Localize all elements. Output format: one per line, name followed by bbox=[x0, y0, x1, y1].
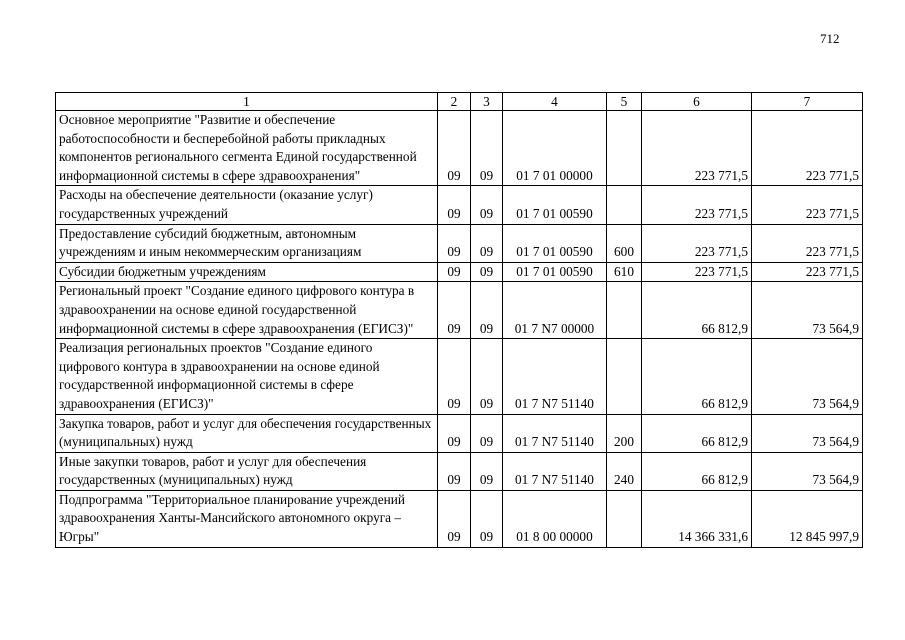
row-sum2: 73 564,9 bbox=[752, 452, 863, 490]
column-header: 2 bbox=[438, 93, 471, 111]
column-header: 7 bbox=[752, 93, 863, 111]
column-header: 5 bbox=[607, 93, 642, 111]
table-row bbox=[56, 111, 863, 186]
column-header: 4 bbox=[503, 93, 607, 111]
table-row bbox=[56, 452, 863, 490]
row-name: Основное мероприятие "Развитие и обеспечение работоспособности и бесперебойной работы прикладных компонентов регионального сегмента Единой государственной информационной системы в сфере здравоохранения" bbox=[56, 111, 438, 186]
row-sum1: 223 771,5 bbox=[642, 262, 752, 282]
row-rz: 09 bbox=[438, 339, 471, 414]
row-pr: 09 bbox=[471, 111, 503, 186]
row-rz: 09 bbox=[438, 224, 471, 262]
column-header: 1 bbox=[56, 93, 438, 111]
row-pr: 09 bbox=[471, 339, 503, 414]
row-sum2: 12 845 997,9 bbox=[752, 490, 863, 547]
row-name: Реализация региональных проектов "Создание единого цифрового контура в здравоохранении на основе единой государственной информационной системы в сфере здравоохранения (ЕГИСЗ)" bbox=[56, 339, 438, 414]
row-rz: 09 bbox=[438, 186, 471, 224]
row-sum2: 223 771,5 bbox=[752, 186, 863, 224]
row-pr: 09 bbox=[471, 282, 503, 339]
row-csr: 01 7 N7 00000 bbox=[503, 282, 607, 339]
row-pr: 09 bbox=[471, 414, 503, 452]
table-row bbox=[56, 339, 863, 414]
row-sum2: 223 771,5 bbox=[752, 111, 863, 186]
table-row bbox=[56, 262, 863, 282]
row-csr: 01 7 01 00590 bbox=[503, 262, 607, 282]
row-rz: 09 bbox=[438, 414, 471, 452]
row-vr bbox=[607, 282, 642, 339]
row-csr: 01 7 01 00000 bbox=[503, 111, 607, 186]
table-row bbox=[56, 224, 863, 262]
row-sum1: 14 366 331,6 bbox=[642, 490, 752, 547]
row-csr: 01 7 01 00590 bbox=[503, 224, 607, 262]
column-header: 6 bbox=[642, 93, 752, 111]
budget-table bbox=[55, 92, 863, 548]
row-sum2: 223 771,5 bbox=[752, 262, 863, 282]
row-sum1: 223 771,5 bbox=[642, 224, 752, 262]
row-vr: 610 bbox=[607, 262, 642, 282]
table-row bbox=[56, 282, 863, 339]
row-sum1: 66 812,9 bbox=[642, 452, 752, 490]
column-header: 3 bbox=[471, 93, 503, 111]
row-vr: 200 bbox=[607, 414, 642, 452]
row-sum2: 73 564,9 bbox=[752, 414, 863, 452]
row-rz: 09 bbox=[438, 111, 471, 186]
row-sum1: 66 812,9 bbox=[642, 414, 752, 452]
row-name: Региональный проект "Создание единого цифрового контура в здравоохранении на основе единой государственной информационной системы в сфере здравоохранения (ЕГИСЗ)" bbox=[56, 282, 438, 339]
row-pr: 09 bbox=[471, 186, 503, 224]
row-sum2: 73 564,9 bbox=[752, 339, 863, 414]
row-vr bbox=[607, 111, 642, 186]
row-sum1: 223 771,5 bbox=[642, 111, 752, 186]
row-vr: 600 bbox=[607, 224, 642, 262]
row-rz: 09 bbox=[438, 282, 471, 339]
row-pr: 09 bbox=[471, 262, 503, 282]
row-name: Иные закупки товаров, работ и услуг для обеспечения государственных (муниципальных) нужд bbox=[56, 452, 438, 490]
row-name: Закупка товаров, работ и услуг для обеспечения государственных (муниципальных) нужд bbox=[56, 414, 438, 452]
row-vr: 240 bbox=[607, 452, 642, 490]
row-vr bbox=[607, 490, 642, 547]
row-csr: 01 7 N7 51140 bbox=[503, 414, 607, 452]
table-row bbox=[56, 186, 863, 224]
row-rz: 09 bbox=[438, 262, 471, 282]
row-csr: 01 7 01 00590 bbox=[503, 186, 607, 224]
row-pr: 09 bbox=[471, 490, 503, 547]
row-pr: 09 bbox=[471, 224, 503, 262]
row-sum1: 223 771,5 bbox=[642, 186, 752, 224]
table-row bbox=[56, 414, 863, 452]
row-sum1: 66 812,9 bbox=[642, 282, 752, 339]
row-sum1: 66 812,9 bbox=[642, 339, 752, 414]
header-row bbox=[56, 93, 863, 111]
row-pr: 09 bbox=[471, 452, 503, 490]
row-csr: 01 7 N7 51140 bbox=[503, 452, 607, 490]
row-csr: 01 8 00 00000 bbox=[503, 490, 607, 547]
row-name: Подпрограмма "Территориальное планирование учреждений здравоохранения Ханты-Мансийского автономного округа – Югры" bbox=[56, 490, 438, 547]
row-csr: 01 7 N7 51140 bbox=[503, 339, 607, 414]
row-vr bbox=[607, 186, 642, 224]
row-name: Предоставление субсидий бюджетным, автономным учреждениям и иным некоммерческим организациям bbox=[56, 224, 438, 262]
row-name: Расходы на обеспечение деятельности (оказание услуг) государственных учреждений bbox=[56, 186, 438, 224]
row-name: Субсидии бюджетным учреждениям bbox=[56, 262, 438, 282]
table-row bbox=[56, 490, 863, 547]
page-number: 712 bbox=[820, 31, 840, 46]
row-sum2: 73 564,9 bbox=[752, 282, 863, 339]
row-sum2: 223 771,5 bbox=[752, 224, 863, 262]
row-rz: 09 bbox=[438, 452, 471, 490]
row-rz: 09 bbox=[438, 490, 471, 547]
row-vr bbox=[607, 339, 642, 414]
